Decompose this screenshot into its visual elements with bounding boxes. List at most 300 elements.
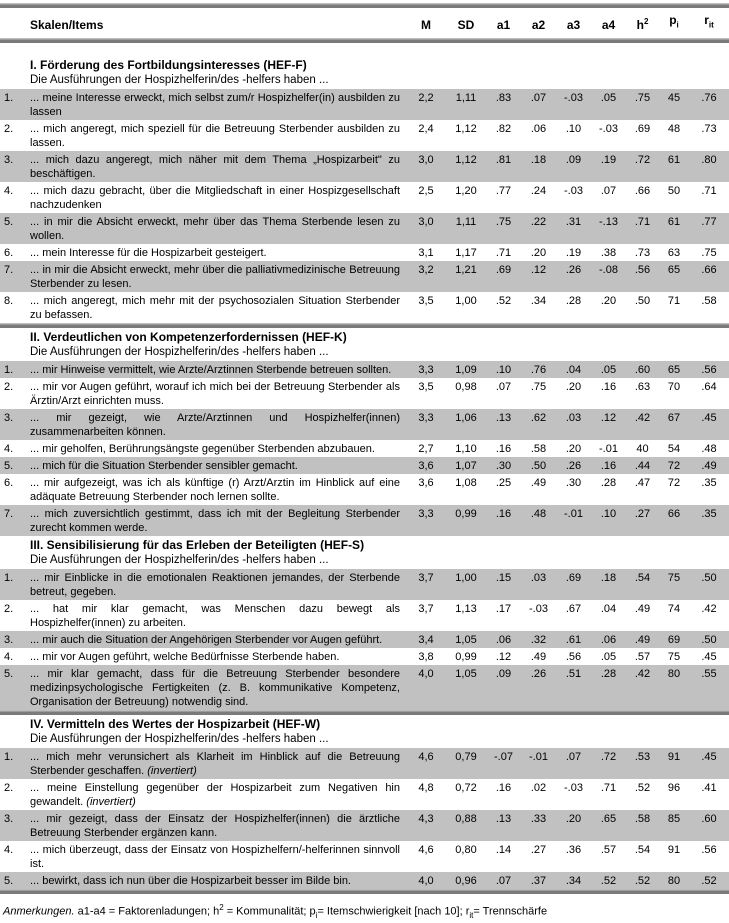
section-subtitle-3: Die Ausführungen der Hospizhelferin/des -helfers haben ... [30,554,329,567]
item-number: 6. [4,247,14,260]
value-a3: .69 [565,572,582,585]
item-row [0,505,729,536]
value-a3: .51 [565,668,582,681]
item-number: 4. [4,651,14,664]
item-number: 2. [4,782,14,795]
value-h2: .75 [634,92,651,105]
value-rit: .45 [701,412,717,425]
item-row [0,151,729,182]
item-text: ... mir gezeigt, dass der Einsatz der Hospizhelfer(innen) die ärztliche Betreuung Sterbender ergänzen kann. [30,813,400,840]
item-number: 1. [4,572,14,585]
value-sd: 1,00 [455,572,477,585]
item-text: ... mir Einblicke in die emotionalen Reaktionen jemandes, der Sterbende betreut, gegeben. [30,572,400,599]
value-m: 2,5 [418,185,434,198]
value-pi: 50 [667,185,681,198]
value-sd: 0,79 [455,751,477,764]
value-a2: .18 [530,154,547,167]
value-a2: .26 [530,668,547,681]
value-a4: .65 [600,813,617,826]
column-header-h2: $h^2$ [636,17,649,33]
value-a2: .33 [530,813,547,826]
value-a1: .30 [495,460,512,473]
item-row [0,261,729,292]
table-body [0,56,729,889]
item-number: 1. [4,751,14,764]
value-rit: .50 [701,634,717,647]
value-sd: 0,98 [455,381,477,394]
note-text: = Trennschärfe [473,906,548,919]
note-subscript: i [315,911,318,921]
value-rit: .56 [701,364,717,377]
value-a1: -.07 [494,751,513,764]
item-text: ... mir vor Augen geführt, worauf ich mich bei der Betreuung Sterbender als Ärztin/Arzt einrichten muss. [30,381,400,408]
value-h2: .54 [634,572,651,585]
item-number: 3. [4,813,14,826]
item-number: 4. [4,844,14,857]
value-rit: .73 [701,123,717,136]
column-header-a2: a2 [531,18,546,33]
value-h2: .72 [634,154,651,167]
value-a1: .75 [495,216,512,229]
value-a1: .12 [495,651,512,664]
value-a4: .04 [600,603,617,616]
value-a1: .14 [495,844,512,857]
item-row [0,779,729,810]
value-a2: .49 [530,477,547,490]
value-sd: 1,10 [455,443,477,456]
value-m: 3,7 [418,603,434,616]
value-sd: 1,12 [455,123,477,136]
item-row [0,748,729,779]
value-sd: 1,11 [455,92,477,105]
value-m: 3,0 [418,154,434,167]
value-m: 3,5 [418,381,434,394]
value-a2: .06 [530,123,547,136]
item-row [0,665,729,710]
value-a3: .34 [565,875,582,888]
value-a4: .52 [600,875,617,888]
value-pi: 70 [667,381,681,394]
value-h2: 40 [636,443,649,456]
value-a3: .26 [565,264,582,277]
value-h2: .66 [634,185,651,198]
item-text: ... in mir die Absicht erweckt, mehr über die palliativmedizinische Betreuung Sterbender zu lesen. [30,264,400,291]
section-subtitle-4: Die Ausführungen der Hospizhelferin/des -helfers haben ... [30,733,329,746]
value-a3: .30 [565,477,582,490]
value-a4: .71 [600,782,617,795]
value-a3: -.03 [564,92,583,105]
column-header-a4: a4 [601,18,616,33]
item-number: 5. [4,668,14,681]
value-a4: .10 [600,508,617,521]
column-header-a1: a1 [496,18,511,33]
value-a3: .28 [565,295,582,308]
value-rit: .42 [701,603,717,616]
value-a1: .06 [495,634,512,647]
value-rit: .55 [701,668,717,681]
value-a4: .28 [600,668,617,681]
value-h2: .44 [634,460,651,473]
item-row [0,631,729,648]
value-a4: .28 [600,477,617,490]
value-pi: 75 [667,651,681,664]
note-superscript: 2 [219,903,224,913]
value-sd: 1,06 [455,412,477,425]
value-sd: 1,00 [455,295,477,308]
value-a1: .17 [495,603,512,616]
value-a1: .13 [495,412,512,425]
item-text: ... bewirkt, dass ich nun über die Hospizarbeit besser im Bilde bin. [30,875,351,888]
value-m: 3,4 [418,634,434,647]
value-a2: .03 [530,572,547,585]
value-pi: 65 [667,264,681,277]
value-a1: .16 [495,443,512,456]
value-pi: 80 [667,875,681,888]
value-rit: .45 [701,751,717,764]
header-gap [0,43,729,56]
item-text: ... mich mehr verunsichert als Klarheit im Hinblick auf die Betreuung Sterbender geschaffen. (invertiert) [30,751,400,778]
value-m: 2,4 [418,123,434,136]
item-number: 4. [4,443,14,456]
value-a1: .71 [495,247,512,260]
section-heading-2: II. Verdeutlichen von Kompetenzerfordernissen (HEF-K) [30,330,347,345]
value-a1: .07 [495,381,512,394]
section-heading-1: I. Förderung des Fortbildungsinteresses (HEF-F) [30,58,307,73]
value-a1: .16 [495,782,512,795]
item-row [0,872,729,889]
item-text: ... mich dazu gebracht, über die Mitgliedschaft in einer Hospizgesellschaft nachzudenken [30,185,400,212]
value-h2: .54 [634,844,651,857]
item-text: ... meine Einstellung gegenüber der Hospizarbeit zum Negativen hin gewandelt. (invertiert) [30,782,400,809]
value-pi: 66 [667,508,681,521]
value-h2: .50 [634,295,651,308]
value-a1: .09 [495,668,512,681]
value-h2: .60 [634,364,651,377]
value-sd: 0,99 [455,651,477,664]
item-number: 1. [4,92,14,105]
value-pi: 72 [667,477,681,490]
value-m: 3,7 [418,572,434,585]
column-header-rit: $r_{it}$ [704,13,714,30]
value-a4: .72 [600,751,617,764]
value-a3: .67 [565,603,582,616]
item-number: 4. [4,185,14,198]
value-a3: .56 [565,651,582,664]
value-a2: .48 [530,508,547,521]
section-heading-4: IV. Vermitteln des Wertes der Hospizarbeit (HEF-W) [30,717,321,732]
value-a1: .52 [495,295,512,308]
note-text: h [213,906,220,919]
item-row [0,89,729,120]
note-text: = Kommunalität; [223,906,310,919]
value-m: 4,0 [418,668,434,681]
value-a3: .04 [565,364,582,377]
table-header-row [0,8,729,38]
value-sd: 0,99 [455,508,477,521]
value-a3: .61 [565,634,582,647]
value-a2: -.03 [529,603,548,616]
note-text: a1-a4 = Faktorenladungen; [74,906,214,919]
value-rit: .77 [701,216,717,229]
value-rit: .64 [701,381,717,394]
value-h2: .53 [634,751,651,764]
item-row [0,182,729,213]
value-a1: .81 [495,154,512,167]
value-a4: .05 [600,364,617,377]
value-sd: 0,88 [455,813,477,826]
value-a3: .19 [565,247,582,260]
value-rit: .35 [701,477,717,490]
value-m: 3,2 [418,264,434,277]
value-sd: 1,07 [455,460,477,473]
value-m: 3,5 [418,295,434,308]
value-m: 3,3 [418,412,434,425]
value-a1: .13 [495,813,512,826]
note-text: p [309,906,316,919]
value-pi: 72 [667,460,681,473]
value-sd: 1,21 [455,264,477,277]
value-rit: .52 [701,875,717,888]
note-text: = Itemschwierigkeit [nach 10]; [317,906,466,919]
value-pi: 85 [667,813,681,826]
value-m: 2,7 [418,443,434,456]
value-h2: .27 [634,508,651,521]
value-a1: .82 [495,123,512,136]
value-a3: .20 [565,813,582,826]
value-sd: 1,05 [455,634,477,647]
value-a3: .09 [565,154,582,167]
value-sd: 0,72 [455,782,477,795]
value-a1: .69 [495,264,512,277]
value-sd: 0,96 [455,875,477,888]
value-m: 3,1 [418,247,434,260]
item-text: ... mir Hinweise vermittelt, wie Arzte/Arztinnen Sterbende betreuen sollten. [30,364,392,377]
item-row [0,440,729,457]
value-h2: .69 [634,123,651,136]
value-pi: 74 [667,603,681,616]
value-a2: .62 [530,412,547,425]
item-text: ... mich zuversichtlich gestimmt, dass ich mit der Begleitung Sterbender zurecht kommen werde. [30,508,400,535]
value-a3: .20 [565,443,582,456]
value-a4: .05 [600,92,617,105]
subscript: it [708,20,714,30]
value-a3: .07 [565,751,582,764]
superscript: 2 [643,17,649,27]
value-a3: .31 [565,216,582,229]
item-number: 3. [4,154,14,167]
item-number: 6. [4,477,14,490]
item-text: ... mir vor Augen geführt, welche Bedürfnisse Sterbende haben. [30,651,340,664]
section-subtitle-2: Die Ausführungen der Hospizhelferin/des -helfers haben ... [30,346,329,359]
column-header-sd: SD [457,18,475,33]
value-pi: 67 [667,412,681,425]
item-row [0,409,729,440]
value-a2: .50 [530,460,547,473]
value-a2: .49 [530,651,547,664]
item-text: ... mir gezeigt, wie Arzte/Arztinnen und Hospizhelfer(innen) zusammenarbeiten können. [30,412,400,439]
column-header-m: M [421,18,431,33]
item-row [0,474,729,505]
item-number: 2. [4,123,14,136]
value-m: 4,6 [418,751,434,764]
value-a1: .15 [495,572,512,585]
value-a4: .06 [600,634,617,647]
value-sd: 1,05 [455,668,477,681]
value-sd: 1,17 [455,247,477,260]
value-a3: .20 [565,381,582,394]
value-rit: .75 [701,247,717,260]
value-rit: .60 [701,813,717,826]
value-rit: .58 [701,295,717,308]
value-pi: 80 [667,668,681,681]
item-text: ... in mir die Absicht erweckt, mehr über das Thema Sterbende lesen zu wollen. [30,216,400,243]
value-sd: 1,20 [455,185,477,198]
item-text: ... mich überzeugt, dass der Einsatz von Hospizhelfern/-helferinnen sinnvoll ist. [30,844,400,871]
value-pi: 71 [667,295,681,308]
item-text: ... mir aufgezeigt, was ich als künftige (r) Arzt/Arztin im Hinblick auf eine adäquate Betreuung Sterbender noch lernen sollte. [30,477,400,504]
item-text: ... mich angeregt, mich mehr mit der psychosozialen Situation Sterbender zu befassen. [30,295,400,322]
value-a2: .58 [530,443,547,456]
value-pi: 61 [667,216,681,229]
value-a4: .20 [600,295,617,308]
value-rit: .80 [701,154,717,167]
value-pi: 48 [667,123,681,136]
value-h2: .52 [634,782,651,795]
value-m: 3,6 [418,477,434,490]
value-a4: .05 [600,651,617,664]
value-rit: .48 [701,443,717,456]
item-text-inverted-note: (invertiert) [147,765,197,778]
value-a1: .10 [495,364,512,377]
value-m: 2,2 [418,92,434,105]
value-h2: .49 [634,603,651,616]
item-text: ... mir klar gemacht, dass für die Betreuung Sterbender besondere medizinpsychologische Fertigkeiten (z. B. kommunikative Kompetenz, Organisation der Betreuung) notwendig sind. [30,668,400,709]
section-subtitle-1: Die Ausführungen der Hospizhelferin/des -helfers haben ... [30,74,329,87]
value-a4: .16 [600,381,617,394]
value-pi: 91 [667,751,681,764]
value-m: 4,3 [418,813,434,826]
value-rit: .50 [701,572,717,585]
item-row [0,244,729,261]
value-m: 3,0 [418,216,434,229]
section-heading-3: III. Sensibilisierung für das Erleben der Beteiligten (HEF-S) [30,538,365,553]
value-m: 3,8 [418,651,434,664]
value-a1: .25 [495,477,512,490]
value-a4: -.08 [599,264,618,277]
value-rit: .49 [701,460,717,473]
item-row [0,292,729,323]
item-number: 2. [4,603,14,616]
value-rit: .45 [701,651,717,664]
value-a2: .37 [530,875,547,888]
value-rit: .76 [701,92,717,105]
value-m: 3,6 [418,460,434,473]
item-text: ... mich für die Situation Sterbender sensibler gemacht. [30,460,298,473]
column-header-a3: a3 [566,18,581,33]
column-header-pi: $p_i$ [669,13,679,30]
item-text: ... mir geholfen, Berührungsängste gegenüber Sterbenden abzubauen. [30,443,375,456]
value-sd: 1,13 [455,603,477,616]
column-header-skalen-items: Skalen/Items [30,18,104,33]
value-a2: .76 [530,364,547,377]
value-a3: -.03 [564,185,583,198]
value-a3: -.01 [564,508,583,521]
value-a3: .36 [565,844,582,857]
item-text: ... mir auch die Situation der Angehörigen Sterbender vor Augen geführt. [30,634,383,647]
value-a3: .03 [565,412,582,425]
value-sd: 0,80 [455,844,477,857]
value-a2: .22 [530,216,547,229]
value-a2: .07 [530,92,547,105]
item-number: 5. [4,460,14,473]
value-h2: .49 [634,634,651,647]
item-text: ... mich angeregt, mich speziell für die Betreuung Sterbender ausbilden zu lassen. [30,123,400,150]
value-rit: .56 [701,844,717,857]
note-label: Anmerkungen. [3,906,75,919]
item-row [0,841,729,872]
value-sd: 1,09 [455,364,477,377]
value-a4: .18 [600,572,617,585]
value-pi: 63 [667,247,681,260]
item-row [0,378,729,409]
value-h2: .56 [634,264,651,277]
item-row [0,361,729,378]
value-pi: 69 [667,634,681,647]
item-row [0,457,729,474]
value-m: 4,8 [418,782,434,795]
note-text: r [465,906,470,919]
value-pi: 91 [667,844,681,857]
value-a3: -.03 [564,782,583,795]
value-a2: .75 [530,381,547,394]
value-a1: .16 [495,508,512,521]
value-a2: .20 [530,247,547,260]
subscript: i [676,20,679,30]
value-h2: .47 [634,477,651,490]
value-sd: 1,11 [455,216,477,229]
value-a4: -.01 [599,443,618,456]
value-pi: 61 [667,154,681,167]
value-a3: .26 [565,460,582,473]
value-rit: .66 [701,264,717,277]
value-sd: 1,12 [455,154,477,167]
value-m: 3,3 [418,508,434,521]
value-h2: .42 [634,668,651,681]
value-a1: .07 [495,875,512,888]
value-a2: .32 [530,634,547,647]
value-a4: .16 [600,460,617,473]
value-m: 3,3 [418,364,434,377]
value-a2: -.01 [529,751,548,764]
value-pi: 54 [667,443,681,456]
value-pi: 45 [667,92,681,105]
value-a1: .83 [495,92,512,105]
value-pi: 96 [667,782,681,795]
value-a2: .27 [530,844,547,857]
item-row [0,600,729,631]
item-row [0,120,729,151]
value-a2: .24 [530,185,547,198]
value-a4: -.13 [599,216,618,229]
value-a4: .38 [600,247,617,260]
value-rit: .71 [701,185,717,198]
item-number: 7. [4,264,14,277]
value-rit: .41 [701,782,717,795]
item-number: 8. [4,295,14,308]
item-number: 7. [4,508,14,521]
value-h2: .42 [634,412,651,425]
item-text: ... mein Interesse für die Hospizarbeit gesteigert. [30,247,267,260]
